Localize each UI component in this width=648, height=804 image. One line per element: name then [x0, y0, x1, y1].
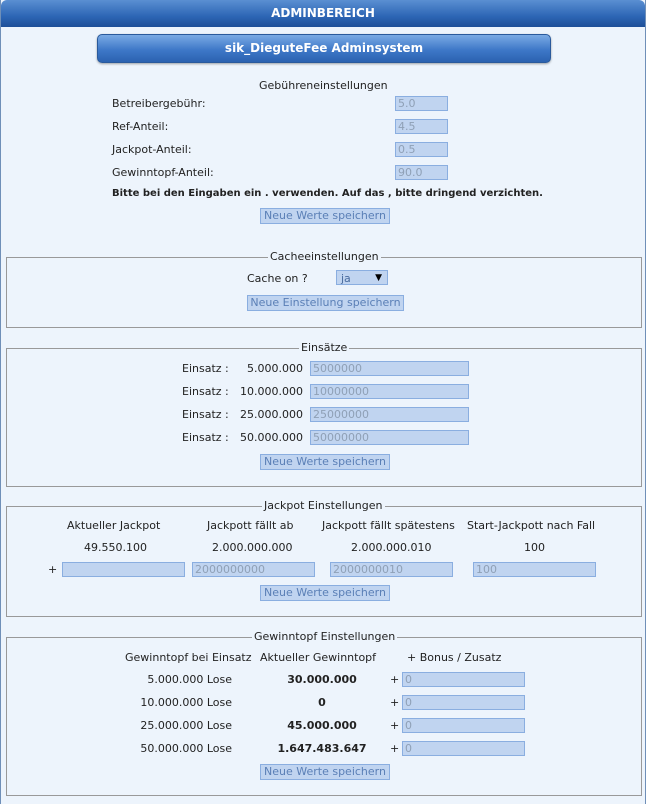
fee-input-pot[interactable]	[395, 165, 448, 180]
pot-row-stake: 5.000.000 Lose	[147, 673, 232, 686]
jackpot-col-current: Aktueller Jackpot	[67, 519, 161, 532]
cache-select-value: ja	[341, 272, 351, 285]
jackpot-value-current: 49.550.100	[84, 541, 147, 554]
stake-input-1[interactable]	[310, 361, 469, 376]
chevron-down-icon: ▼	[375, 273, 382, 283]
fee-label-operator: Betreibergebühr:	[112, 97, 206, 110]
jackpot-col-falls-from: Jackpott fällt ab	[207, 519, 294, 532]
jackpot-plus: +	[48, 563, 58, 576]
pot-row-plus: +	[390, 742, 400, 755]
jackpot-input-falls-latest[interactable]	[330, 562, 453, 577]
jackpot-fieldset	[6, 499, 642, 617]
stake-label: Einsatz :	[182, 431, 229, 444]
jackpot-input-start[interactable]	[473, 562, 596, 577]
pot-fieldset	[6, 630, 642, 796]
jackpot-legend: Jackpot Einstellungen	[264, 499, 383, 512]
pot-row-stake: 25.000.000 Lose	[140, 719, 232, 732]
pot-row-plus: +	[390, 673, 400, 686]
cache-fieldset	[6, 250, 642, 328]
jackpot-save-button[interactable]: Neue Werte speichern	[260, 585, 390, 601]
pot-bonus-input-1[interactable]	[402, 672, 525, 687]
stake-amount: 25.000.000	[240, 408, 303, 421]
stake-input-2[interactable]	[310, 384, 469, 399]
fee-input-jackpot[interactable]	[395, 142, 448, 157]
pot-row-current: 0	[318, 696, 326, 709]
jackpot-input-current[interactable]	[62, 562, 185, 577]
fee-input-operator[interactable]	[395, 96, 448, 111]
stake-amount: 10.000.000	[240, 385, 303, 398]
jackpot-value-start: 100	[524, 541, 545, 554]
stake-input-4[interactable]	[310, 430, 469, 445]
jackpot-value-falls-latest: 2.000.000.010	[351, 541, 432, 554]
pot-row-current: 1.647.483.647	[277, 742, 367, 755]
pot-col-stake: Gewinntopf bei Einsatz	[125, 651, 252, 664]
pot-row-stake: 50.000.000 Lose	[140, 742, 232, 755]
system-title-button[interactable]: sik_DieguteFee Adminsystem	[97, 34, 551, 63]
cache-label: Cache on ?	[247, 272, 308, 285]
fee-label-jackpot: Jackpot-Anteil:	[112, 143, 192, 156]
admin-title-bar: ADMINBEREICH	[1, 0, 645, 27]
pot-row-current: 30.000.000	[287, 673, 357, 686]
pot-save-button[interactable]: Neue Werte speichern	[260, 764, 390, 780]
cache-select[interactable]	[336, 270, 388, 285]
stakes-legend: Einsätze	[301, 341, 348, 354]
stake-label: Einsatz :	[182, 362, 229, 375]
pot-legend: Gewinntopf Einstellungen	[254, 630, 396, 643]
pot-bonus-input-2[interactable]	[402, 695, 525, 710]
fee-input-ref[interactable]	[395, 119, 448, 134]
pot-row-plus: +	[390, 719, 400, 732]
stake-label: Einsatz :	[182, 385, 229, 398]
pot-bonus-input-4[interactable]	[402, 741, 525, 756]
cache-save-button[interactable]: Neue Einstellung speichern	[247, 295, 404, 311]
jackpot-input-falls-from[interactable]	[192, 562, 315, 577]
fees-heading: Gebühreneinstellungen	[259, 79, 388, 92]
stakes-save-button[interactable]: Neue Werte speichern	[260, 454, 390, 470]
pot-row-stake: 10.000.000 Lose	[140, 696, 232, 709]
stake-amount: 50.000.000	[240, 431, 303, 444]
jackpot-value-falls-from: 2.000.000.000	[212, 541, 293, 554]
fees-save-button[interactable]: Neue Werte speichern	[260, 208, 390, 224]
stake-amount: 5.000.000	[247, 362, 303, 375]
pot-col-current: Aktueller Gewinntopf	[260, 651, 377, 664]
stake-input-3[interactable]	[310, 407, 469, 422]
cache-legend: Cacheeinstellungen	[270, 250, 379, 263]
jackpot-col-start: Start-Jackpott nach Fall	[467, 519, 596, 532]
pot-row-current: 45.000.000	[287, 719, 357, 732]
stakes-fieldset	[6, 341, 642, 487]
pot-row-plus: +	[390, 696, 400, 709]
pot-bonus-input-3[interactable]	[402, 718, 525, 733]
jackpot-col-falls-latest: Jackpott fällt spätestens	[322, 519, 455, 532]
fees-note: Bitte bei den Eingaben ein . verwenden. Auf das , bitte dringend verzichten.	[112, 188, 543, 199]
fee-label-ref: Ref-Anteil:	[112, 120, 169, 133]
stake-label: Einsatz :	[182, 408, 229, 421]
pot-col-bonus: + Bonus / Zusatz	[407, 651, 502, 664]
fee-label-pot: Gewinntopf-Anteil:	[112, 166, 214, 179]
